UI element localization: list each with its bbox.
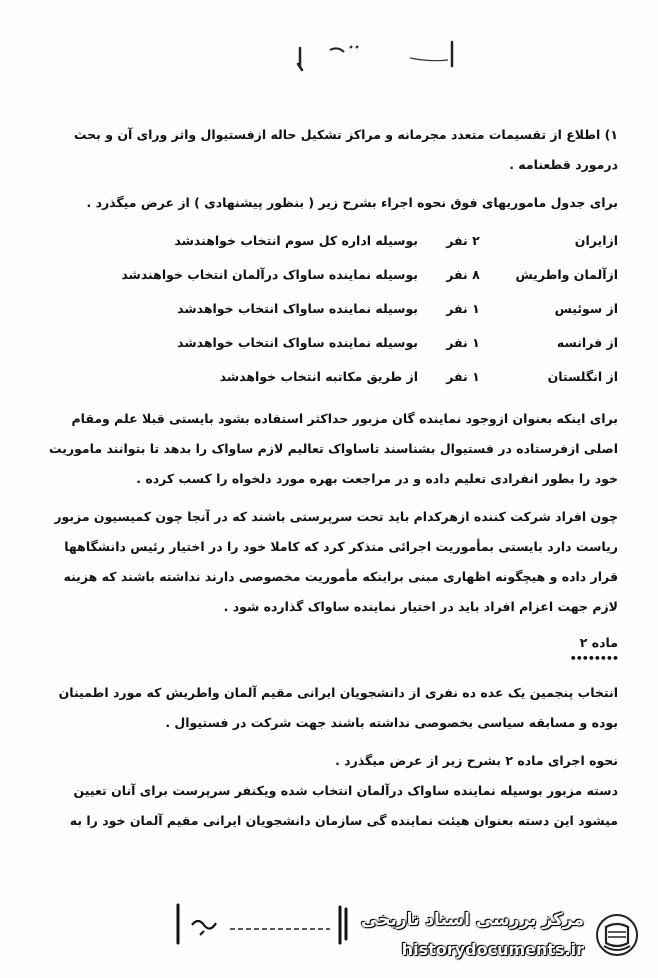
watermark-url: historydocuments.ir xyxy=(401,940,584,959)
document-body xyxy=(40,120,618,836)
country-row xyxy=(40,258,618,292)
count-cell: ۱ نفر xyxy=(446,301,480,316)
country-row xyxy=(40,360,618,394)
paragraph-3: چون افراد شرکت کننده ازهرکدام باید تحت سرپرستی باشند که در آنجا چون کمیسیون مزبور ریاست دارد بایستی بمأموریت اجرائی متذکر کرد که کاملا خود را در اختیار رئیس دانشگاهها قرار داده و هیچگونه اظهاری مبنی براینکه مأموریت مخصوصی دارند نداشته باشند که هزینه لازم جهت اعزام افراد باید در اختیار نماینده ساواک گذارده شود . xyxy=(54,509,618,614)
paragraph-5: نحوه اجرای ماده ۲ بشرح زیر از عرض میگذرد . xyxy=(335,753,618,768)
method-cell: بوسیله اداره کل سوم انتخاب خواهندشد xyxy=(174,233,418,248)
handwritten-signature xyxy=(170,895,360,950)
archive-watermark xyxy=(361,904,646,970)
method-cell: بوسیله نماینده ساواک درآلمان انتخاب خواهندشد xyxy=(121,267,418,282)
country-row xyxy=(40,292,618,326)
country-cell: از فرانسه xyxy=(556,335,618,350)
country-cell: از سوئیس xyxy=(554,301,618,316)
method-cell: بوسیله نماینده ساواک انتخاب خواهدشد xyxy=(177,301,418,316)
count-cell: ۱ نفر xyxy=(446,335,480,350)
item-1-paragraph: ۱) اطلاع از تقسیمات متعدد مجرمانه و مراکز تشکیل حاله ازفستیوال واثر ورای آن و بحث درمورد قطعنامه . xyxy=(73,127,618,172)
count-cell: ۸ نفر xyxy=(446,267,480,282)
handwritten-header-mark xyxy=(280,36,480,76)
article-2-heading: ماده ۲ xyxy=(579,635,618,650)
scroll-emblem-icon xyxy=(594,912,640,958)
country-cell: ازآلمان واطریش xyxy=(515,267,618,282)
method-cell: بوسیله نماینده ساواک انتخاب خواهدشد xyxy=(177,335,418,350)
method-cell: از طریق مکاتبه انتخاب خواهدشد xyxy=(219,369,418,384)
country-row xyxy=(40,224,618,258)
table-intro-paragraph: برای جدول ماموریهای فوق نحوه اجراء بشرح زیر ( بنظور پیشنهادی ) از عرض میگذرد . xyxy=(86,195,618,210)
country-row xyxy=(40,326,618,360)
paragraph-4: انتخاب پنجمین یک عده ده نفری از دانشجویان ایرانی مقیم آلمان واطریش که مورد اطمینان بوده و مسابقه سیاسی بخصوصی نداشته باشند جهت شرکت در فستیوال . xyxy=(58,685,618,730)
count-cell: ۲ نفر xyxy=(446,233,480,248)
country-allocation-table xyxy=(40,224,618,394)
watermark-title: مرکز بررسی اسناد تاریخی xyxy=(361,910,584,930)
paragraph-6: دسته مزبور بوسیله نماینده ساواک درآلمان انتخاب شده ویکنفر سرپرست برای آنان تعیین میشود این دسته بعنوان هیئت نماینده گی سازمان دانشجویان ایرانی مقیم آلمان خود را به xyxy=(69,783,618,828)
article-2-underline: •••••••• xyxy=(569,652,618,665)
count-cell: ۱ نفر xyxy=(446,369,480,384)
paragraph-2: برای اینکه بعنوان ازوجود نماینده گان مزبور حداکثر استفاده بشود بایستی قبلا علم ومقام اصلی ازفرستاده در فستیوال بشناسند تاساواک تعالیم لازم ساواک را بدهد تا بتوانند ماموریت خود را بطور انفرادی تعلیم داده و در مراجعت بهره مورد دلخواه را کسب کرده . xyxy=(48,411,618,486)
country-cell: ازایران xyxy=(574,233,618,248)
country-cell: از انگلستان xyxy=(547,369,618,384)
